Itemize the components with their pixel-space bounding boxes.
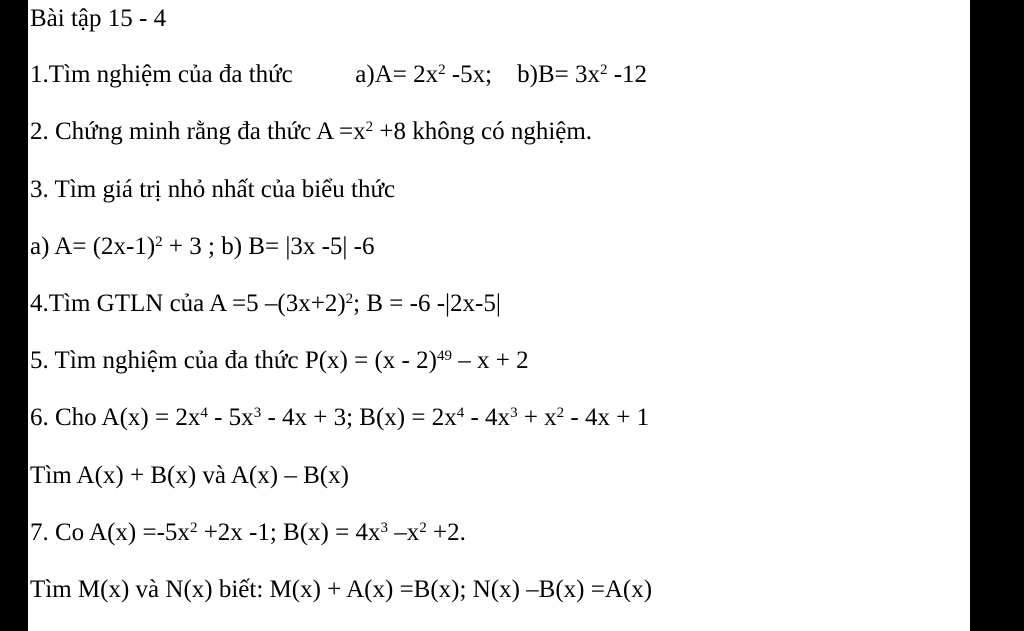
exercise-line-3a — [30, 234, 374, 259]
text-segment: 2. Chứng minh rằng đa thức A =x — [30, 118, 366, 145]
exercise-line-5 — [30, 348, 529, 373]
text-segment: 7. Co A(x) =-5x — [30, 519, 190, 546]
exponent: 49 — [436, 347, 452, 364]
text-segment: 6. Cho A(x) = 2x — [30, 404, 201, 431]
text-segment: - 5x — [207, 404, 254, 431]
text-segment: -5x; b)B= 3x — [445, 61, 600, 88]
exponent: 2 — [438, 61, 446, 78]
text-segment: 4.Tìm GTLN của A =5 –(3x+2) — [30, 290, 346, 317]
document-page — [28, 0, 970, 631]
exponent: 3 — [380, 519, 388, 536]
text-segment: ; B = -6 -|2x-5| — [353, 290, 501, 317]
text-segment: a) A= (2x-1) — [30, 233, 156, 260]
exercise-line-6-task — [30, 463, 349, 488]
text-segment: -12 — [607, 61, 648, 88]
text-segment: + 3 ; b) B= |3x -5| -6 — [162, 233, 375, 260]
exponent: 2 — [419, 519, 427, 536]
exercise-line-2 — [30, 119, 592, 144]
exponent: 2 — [155, 233, 163, 250]
text-segment: Tìm A(x) + B(x) và A(x) – B(x) — [30, 462, 349, 489]
exponent: 4 — [456, 404, 465, 421]
text-segment: +8 không có nghiệm. — [373, 118, 593, 145]
exercise-line-7-task — [30, 577, 652, 602]
exercise-line-7 — [30, 520, 466, 545]
exercise-line-1 — [30, 62, 647, 87]
text-segment: - 4x + 3; B(x) = 2x — [261, 404, 457, 431]
text-segment: - 4x + 1 — [564, 404, 650, 431]
text-segment: 3. Tìm giá trị nhỏ nhất của biểu thức — [30, 176, 396, 203]
text-segment: –x — [387, 519, 420, 546]
text-segment: +2. — [426, 519, 466, 546]
text-segment: 1.Tìm nghiệm của đa thức a)A= 2x — [30, 61, 439, 88]
text-segment: - 4x — [464, 404, 511, 431]
exponent: 3 — [510, 404, 518, 421]
exponent: 2 — [365, 118, 374, 135]
exercise-line-6 — [30, 405, 649, 430]
exponent: 3 — [253, 404, 262, 421]
text-segment: +2x -1; B(x) = 4x — [197, 519, 381, 546]
text-segment: Tìm M(x) và N(x) biết: M(x) + A(x) =B(x); N(x) –B(x) =A(x) — [30, 576, 653, 603]
exponent: 2 — [189, 519, 198, 536]
text-segment: – x + 2 — [451, 347, 529, 374]
exponent: 2 — [599, 61, 608, 78]
exponent: 4 — [200, 404, 208, 421]
text-segment: + x — [517, 404, 557, 431]
exercise-line-3 — [30, 177, 395, 202]
exponent: 2 — [556, 404, 565, 421]
exponent: 2 — [345, 290, 354, 307]
document-title: Bài tập 15 - 4 — [30, 5, 167, 32]
exercise-line-4 — [30, 291, 501, 316]
text-segment: 5. Tìm nghiệm của đa thức P(x) = (x - 2) — [30, 347, 437, 374]
